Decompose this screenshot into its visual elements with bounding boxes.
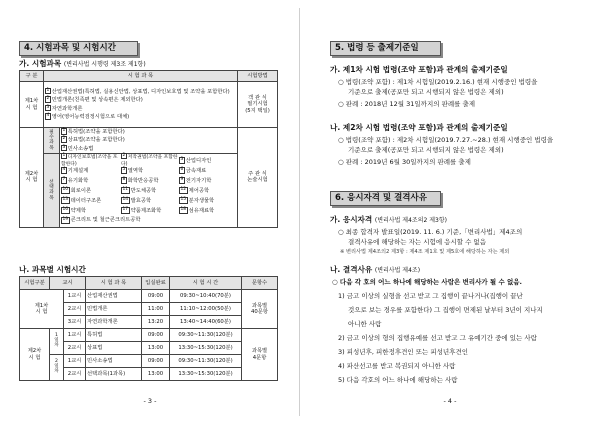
number-box: 11 — [122, 186, 129, 192]
second-law-bullet-2: ○ 판례 : 2019년 6월 30일까지의 판례를 출제 — [338, 158, 471, 166]
elective-item — [121, 177, 179, 184]
disqualification-heading — [330, 264, 420, 275]
elective-item — [121, 187, 179, 194]
elective-item-text: 저작권법(조약을 포함한다) — [121, 154, 178, 167]
second-law-bullet-1: ○ 법령(조약 포함) : 제2차 시험일(2019.7.27.~28.) 현재 시행중인 법령을 — [338, 136, 554, 144]
section-6-title: 6. 응시자격 및 결격사유 — [330, 191, 441, 206]
elective-item — [61, 167, 121, 174]
number-box: 12 — [180, 186, 187, 192]
elective-item-text: 화학반응공학 — [127, 177, 159, 184]
elective-item — [179, 157, 235, 164]
schedule-entry: 11:00 — [142, 303, 170, 316]
number-box: 18 — [180, 206, 187, 212]
number-box: 2 — [122, 152, 126, 158]
required-subjects — [60, 128, 238, 154]
schedule-subject — [86, 355, 142, 368]
elective-row — [61, 195, 236, 205]
elective-subjects — [60, 153, 238, 227]
number-box: 8 — [122, 176, 126, 182]
disqualification-lead: ○ 다음 각 호의 어느 하나에 해당하는 사람은 변리사가 될 수 없음. — [332, 278, 523, 286]
schedule-time: 13:30~15:30(120분) — [170, 368, 242, 381]
schedule-subject-text: 산업재산권법 — [87, 292, 118, 299]
subjects-table — [19, 70, 278, 228]
schedule-count-second: 과목별 4문항 — [242, 329, 278, 381]
schedule-header-subject: 시 험 과 목 — [86, 277, 142, 290]
schedule-subject — [86, 316, 142, 329]
number-box: 1 — [46, 87, 50, 93]
elective-item — [121, 167, 179, 174]
second-law-heading: 나. 제2차 시험 법령(조약 포함)과 관계의 출제기준일 — [330, 123, 508, 132]
elective-item-text: 반도체공학 — [130, 187, 157, 194]
qualification-heading-text: 가. 응시자격 — [330, 215, 373, 224]
schedule-header-count: 문항수 — [242, 277, 278, 290]
schedule-header-entry: 입실완료 — [142, 277, 170, 290]
first-exam-method: 객 관 식 필기시험 (5지 택일) — [238, 82, 278, 128]
schedule-day-1: 1 일 차 — [50, 329, 64, 355]
qualification-bullet: ○ 최종 합격자 발표일(2019. 11. 6.) 기준,「변리사법」제4조의 — [338, 228, 523, 236]
second-law-bullet-2-text: 판례 : 2019년 6월 30일까지의 판례를 출제 — [345, 158, 471, 166]
number-box: 3 — [62, 144, 66, 150]
schedule-time: 09:30~10:40(70분) — [170, 290, 242, 303]
elective-item-text: 제어공학 — [188, 187, 210, 194]
schedule-row — [20, 355, 278, 368]
qualification-line-1: 최종 합격자 발표일(2019. 11. 6.) 기준,「변리사법」제4조의 — [345, 228, 523, 236]
first-exam-label: 제1차 시 험 — [20, 82, 44, 128]
first-law-heading: 가. 제1차 시험 법령(조약 포함)과 관계의 출제기준일 — [330, 65, 508, 74]
subjects-heading-note: (변리사법 시행령 제3조 제1항) — [63, 61, 146, 68]
qualification-heading — [330, 214, 447, 225]
elective-item-text: 분자생물학 — [188, 197, 215, 204]
elective-item-text: 데이터구조론 — [70, 197, 102, 204]
elective-row — [61, 215, 236, 225]
elective-item-text: 발효공학 — [130, 197, 152, 204]
subjects-header-type: 구 분 — [20, 71, 44, 82]
number-box: 13 — [62, 196, 69, 202]
schedule-period: 2교시 — [64, 368, 86, 381]
section-5-title: 5. 법령 등 출제기준일 — [330, 41, 441, 56]
number-box: 3 — [180, 156, 184, 162]
schedule-subject — [86, 303, 142, 316]
first-exam-item-text: 영어(영어능력검정시험으로 대체) — [51, 113, 130, 120]
schedule-subject-text: 상표법 — [87, 344, 103, 351]
number-box: 2 — [62, 136, 66, 142]
schedule-row — [20, 329, 278, 342]
schedule-subject — [86, 290, 142, 303]
elective-item-text: 전기자기학 — [185, 177, 212, 184]
elective-item-text: 디자인보호법(조약을 포함한다) — [61, 154, 118, 167]
schedule-table — [19, 276, 278, 381]
page-number-left: - 3 - — [143, 397, 157, 405]
elective-item-text: 콘크리트 및 철근콘크리트공학 — [70, 217, 141, 224]
required-item — [61, 136, 236, 144]
elective-item-text: 섬유재료학 — [188, 207, 215, 214]
first-law-bullet-2: ○ 판례 : 2018년 12월 31일까지의 판례를 출제 — [338, 100, 476, 108]
page-number-right: - 4 - — [443, 397, 457, 405]
schedule-period: 1교시 — [64, 355, 86, 368]
qualification-heading-note: (변리사법 제4조의2 제3항) — [374, 217, 447, 224]
first-exam-item-text: 자연과학개론 — [51, 105, 83, 112]
schedule-time: 11:10~12:00(50분) — [170, 303, 242, 316]
disqualification-item: 1) 금고 이상의 실형을 선고 받고 그 집행이 끝나거나(집행이 끝난 — [338, 292, 523, 300]
elective-row — [61, 175, 236, 185]
number-box: 17 — [122, 206, 129, 212]
elective-item-text: 열역학 — [127, 167, 144, 174]
elective-item-text: 산업디자인 — [185, 157, 212, 164]
elective-item-text: 기계설계 — [67, 167, 89, 174]
schedule-subject-text: 민사소송법 — [87, 357, 113, 364]
schedule-entry: 13:00 — [142, 342, 170, 355]
right-page — [300, 0, 600, 424]
elective-item — [179, 197, 235, 204]
schedule-entry: 09:00 — [142, 329, 170, 342]
subjects-heading-text: 가. 시험과목 — [19, 59, 62, 68]
disqualification-item-continuation: 것으로 보는 경우를 포함한다) 그 집행이 면제된 날부터 3년이 지나지 — [348, 306, 543, 314]
first-exam-item-text: 민법개론(친족편 및 상속편은 제외한다) — [51, 96, 143, 103]
schedule-period: 1교시 — [64, 290, 86, 303]
elective-item — [179, 167, 235, 174]
disqualification-item-continuation: 아니한 사람 — [348, 320, 382, 328]
elective-row — [61, 185, 236, 195]
subjects-heading — [19, 58, 146, 69]
first-exam-item-text: 산업재산권법(특허법, 실용신안법, 상표법, 디자인보호법 및 조약을 포함한다) — [51, 88, 230, 95]
elective-row — [61, 165, 236, 175]
required-item-text: 민사소송법 — [67, 145, 94, 152]
number-box: 4 — [62, 166, 66, 172]
first-exam-subjects — [44, 82, 238, 128]
number-box: 15 — [180, 196, 187, 202]
first-exam-item — [45, 96, 236, 104]
first-exam-item — [45, 105, 236, 113]
schedule-subject — [86, 368, 142, 381]
schedule-period: 2교시 — [64, 342, 86, 355]
second-law-bullet-1-line-1: 법령(조약 포함) : 제2차 시험일(2019.7.27.~28.) 현재 시행중인 법령을 — [345, 136, 554, 144]
elective-item-text: 유기화학 — [67, 177, 89, 184]
schedule-subject-text: 민법개론 — [87, 305, 108, 312]
number-box: 19 — [62, 216, 69, 222]
first-exam-item — [45, 113, 236, 121]
elective-item-text: 회로이론 — [70, 187, 92, 194]
schedule-header-period: 교시 — [50, 277, 86, 290]
schedule-time: 09:30~11:30(120분) — [170, 355, 242, 368]
schedule-period: 3교시 — [64, 316, 86, 329]
qualification-note: ※ 변리사법 제4조의2 제3항 : 제4조 제1호 및 제5호에 해당하는 자는 제외 — [340, 249, 510, 255]
schedule-heading: 나. 과목별 시험시간 — [19, 265, 86, 274]
schedule-entry: 13:00 — [142, 368, 170, 381]
elective-item — [61, 207, 121, 214]
subjects-header-method: 시험방법 — [238, 71, 278, 82]
number-box: 5 — [122, 166, 126, 172]
schedule-second-exam-label: 제2차 시 험 — [20, 329, 50, 381]
schedule-first-exam-label: 제1차 시 험 — [20, 290, 64, 329]
required-item-text: 상표법(조약을 포함한다) — [67, 137, 125, 144]
second-exam-label: 제2차 시 험 — [20, 128, 44, 228]
schedule-subject-text: 자연과학개론 — [87, 318, 118, 325]
elective-item — [61, 177, 121, 184]
second-law-bullet-1-line-2: 기준으로 출제(공포만 되고 시행되지 않은 법령은 제외) — [348, 146, 504, 154]
disqualification-item: 3) 피성년후, 피한정후견인 또는 피성년후견인 — [338, 348, 469, 356]
schedule-header-type: 시험구분 — [20, 277, 50, 290]
elective-item — [61, 187, 121, 194]
number-box: 6 — [180, 166, 184, 172]
number-box: 7 — [62, 176, 66, 182]
elective-row — [61, 205, 236, 215]
required-item — [61, 128, 236, 136]
schedule-day-2: 2 일 차 — [50, 355, 64, 381]
schedule-time: 09:30~11:30(120분) — [170, 329, 242, 342]
number-box: 2 — [46, 96, 50, 102]
elective-item — [121, 197, 179, 204]
elective-item — [179, 177, 235, 184]
number-box: 3 — [46, 104, 50, 110]
schedule-subject-text: 선택과목(1과목) — [87, 370, 126, 377]
schedule-subject-text: 특허법 — [87, 331, 103, 338]
disqualification-item: 4) 파산선고를 받고 복권되지 아니한 사람 — [338, 362, 456, 370]
schedule-subject — [86, 329, 142, 342]
number-box: 1 — [62, 128, 66, 133]
elective-label: 선 택 과 목 — [44, 153, 60, 227]
subjects-header-subject: 시 험 과 목 — [44, 71, 238, 82]
first-law-bullet-2-text: 판례 : 2018년 12월 31일까지의 판례를 출제 — [345, 100, 476, 108]
schedule-row — [20, 290, 278, 303]
schedule-period: 2교시 — [64, 303, 86, 316]
number-box: 1 — [62, 152, 66, 158]
elective-item-text: 금속재료 — [185, 167, 207, 174]
elective-item — [121, 207, 179, 214]
schedule-time: 13:40~14:40(60분) — [170, 316, 242, 329]
disqualification-item: 2) 금고 이상의 형의 집행유예를 선고 받고 그 유예기간 중에 있는 사람 — [338, 334, 537, 342]
required-item-text: 특허법(조약을 포함한다) — [67, 128, 125, 135]
first-law-bullet-1-line-1: 법령(조약 포함) : 제1차 시험일(2019.2.16.) 현재 시행중인 법령을 — [345, 78, 538, 86]
number-box: 10 — [62, 186, 69, 192]
schedule-entry: 13:20 — [142, 316, 170, 329]
schedule-period: 1교시 — [64, 329, 86, 342]
elective-item — [179, 187, 235, 194]
disqualification-item: 5) 다음 각호의 어느 하나에 해당하는 사람 — [338, 376, 458, 384]
schedule-count-first: 과목별 40문항 — [242, 290, 278, 329]
elective-item — [179, 207, 235, 214]
schedule-entry: 09:00 — [142, 290, 170, 303]
number-box: 16 — [62, 206, 69, 212]
disqualification-heading-note: (변리사법 제4조) — [374, 267, 421, 274]
number-box: 9 — [180, 176, 184, 182]
schedule-subject — [86, 342, 142, 355]
qualification-line-2: 결격사유에 해당하는 자는 시험에 응시할 수 없음 — [348, 238, 486, 246]
elective-item — [61, 197, 121, 204]
elective-item-text: 약품제조화학 — [130, 207, 162, 214]
first-law-bullet-1-line-2: 기준으로 출제(공포만 되고 시행되지 않은 법령은 제외) — [348, 88, 504, 96]
elective-item-text: 약제학 — [70, 207, 86, 214]
required-label: 필 수 과 목 — [44, 128, 60, 154]
second-exam-method: 주 관 식 논술시험 — [238, 128, 278, 228]
elective-grid — [61, 165, 236, 215]
schedule-time: 13:30~15:30(120분) — [170, 342, 242, 355]
schedule-header-time: 시 험 시 간 — [170, 277, 242, 290]
disqualification-heading-text: 나. 결격사유 — [330, 265, 373, 274]
first-exam-item — [45, 88, 236, 96]
section-4-title: 4. 시험과목 및 시험시간 — [19, 41, 138, 56]
elective-row — [61, 152, 236, 167]
schedule-entry: 09:00 — [142, 355, 170, 368]
number-box: 14 — [122, 196, 129, 202]
schedule-body — [20, 290, 278, 381]
number-box: 4 — [46, 112, 50, 118]
first-law-bullet-1: ○ 법령(조약 포함) : 제1차 시험일(2019.2.16.) 현재 시행중인 법령을 — [338, 78, 538, 86]
